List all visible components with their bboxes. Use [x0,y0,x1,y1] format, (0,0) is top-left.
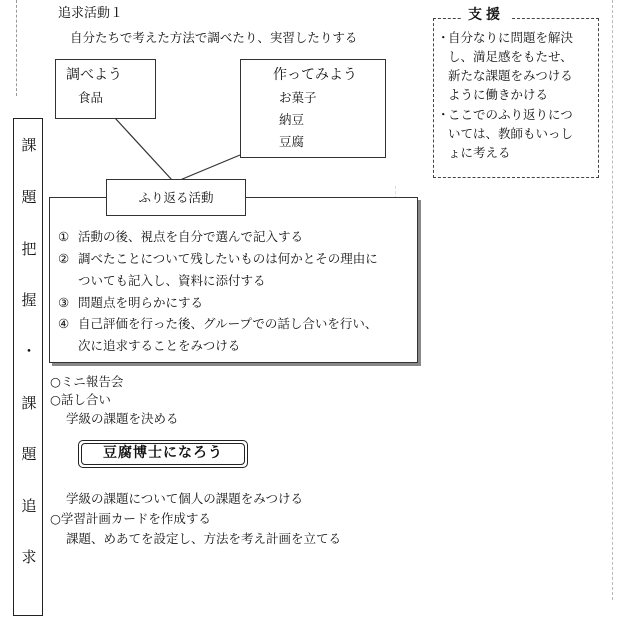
support-item-text: いては、教師もいっし [448,126,574,141]
side-label-char: 題 [21,445,37,463]
support-bullet: ・ [437,107,450,122]
reflection-item-number: ① [58,229,70,244]
find-individual-topic-text: 学級の課題について個人の課題をみつける [66,491,304,506]
research-box [55,59,156,119]
side-label-char: 把 [21,240,37,258]
support-item-text: 自分なりに問題を解決 [448,30,574,45]
support-title: 支援 [462,6,510,24]
support-item-text: ここでのふり返りにつ [448,107,573,122]
side-label-char: 追 [21,497,37,515]
research-box-item: 食品 [78,90,104,105]
set-goals-text: 課題、めあてを設定し、方法を考え計画を立てる [66,531,342,546]
support-item-text: 新たな課題をみつける [448,68,573,83]
discussion-item: ○話し合い [50,392,111,407]
reflection-item-text: 問題点を明らかにする [78,295,204,310]
reflection-label: ふり返る活動 [138,190,214,205]
support-item-text: し、満足感をもたせ、 [448,49,573,64]
reflection-item-text: 次に追求することをみつける [78,338,241,353]
reflection-item-text: 調べたことについて残したいものは何かとその理由に [78,251,378,266]
decide-class-topic-text: 学級の課題を決める [66,411,179,426]
side-label-char: 課 [21,136,37,154]
side-label-char: ・ [21,342,37,360]
reflection-item-text: ついても記入し、資料に添付する [78,273,266,288]
side-label-char: 課 [21,394,37,412]
side-label-char: 握 [21,291,37,309]
side-label-char: 題 [21,188,37,206]
support-item-text: ように働きかける [448,87,549,102]
make-box-item: 豆腐 [279,134,305,149]
make-box [240,59,386,158]
make-box-title: 作ってみよう [273,67,357,83]
section-title: 追求活動１ [58,6,124,21]
support-item-text: ょに考える [448,145,511,160]
support-bullet: ・ [437,30,450,45]
side-label-char: 求 [21,548,37,566]
research-box-title: 調べよう [66,67,122,83]
mini-report-item: ○ミニ報告会 [50,374,124,389]
reflection-list-box [49,197,418,363]
reflection-item-text: 自己評価を行った後、グループでの話し合いを行い、 [78,316,378,331]
reflection-item-number: ② [58,251,70,266]
class-topic-box [78,440,248,468]
side-label-strip [13,118,43,616]
class-topic-text: 豆腐博士になろう [103,445,223,461]
reflection-item-number: ③ [58,295,70,310]
section-subtitle: 自分たちで考えた方法で調べたり、実習したりする [70,30,358,45]
make-plan-card-item: ○学習計画カードを作成する [50,511,211,526]
reflection-item-number: ④ [58,316,70,331]
make-box-item: 納豆 [279,112,305,127]
support-box [433,18,599,178]
make-box-item: お菓子 [279,90,317,105]
reflection-item-text: 活動の後、視点を自分で選んで記入する [78,229,304,244]
reflection-label-box [106,179,246,216]
